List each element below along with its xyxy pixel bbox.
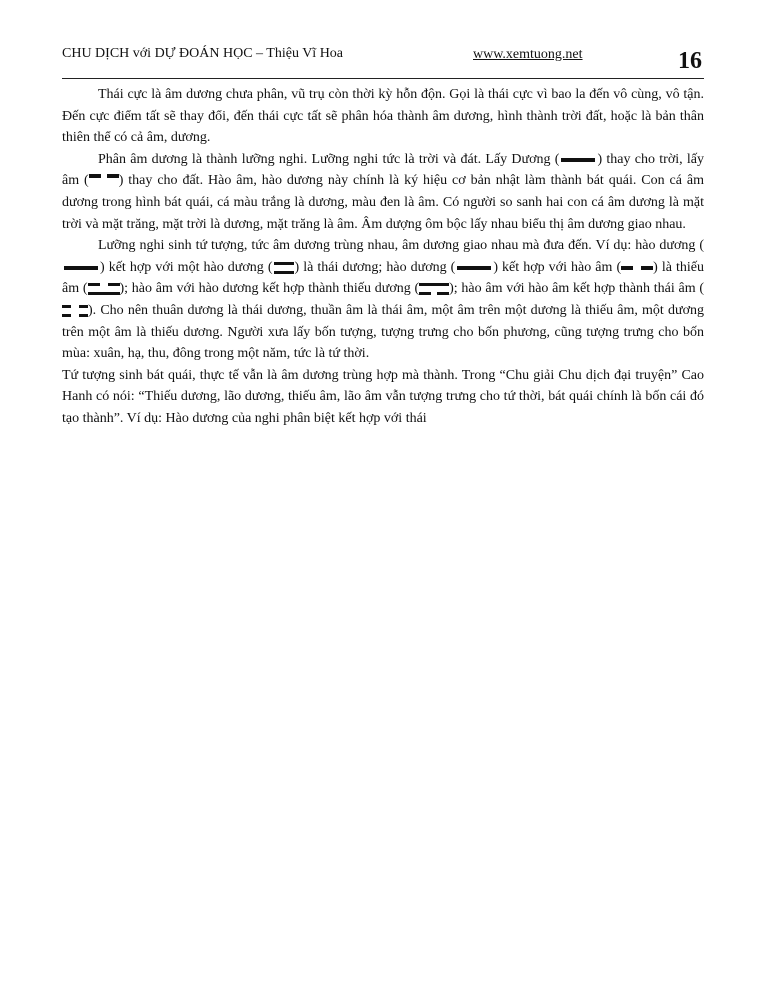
- yin-over-yang-icon: [88, 282, 120, 296]
- yang-line-icon: [455, 262, 493, 274]
- page-number: 16: [678, 48, 702, 74]
- page-body: [62, 84, 704, 430]
- yang-over-yin-icon: [419, 282, 449, 296]
- paragraph-luong-nghi: Phân âm dương là thành lưỡng nghi. Lưỡng nghi tức là trời và đát. Lấy Dương ( ) thay cho trời, lấy âm ( ) thay cho đất. Hào âm, hào dương này chính là ký hiệu cơ bản nhật làm thành bát quái. Con cá âm dương trong hình bát quái, cá màu trắng là dương, màu đen là âm. Có người so sanh hai con cá âm dương là mặt trời và mặt trăng, mặt trời là dương, mặt trăng là âm. Âm dượng ôm bộc lấy nhau biểu thị âm dương giao nhau.: [62, 151, 704, 232]
- double-yin-icon: [62, 304, 88, 318]
- paragraph-tu-tuong: Lưỡng nghi sinh tứ tượng, tức âm dương trùng nhau, âm dương giao nhau mà đưa đến. Ví dụ: hào dương ( ) kết hợp với một hào dương ( ) là thái dương; hào dương ( ) kết hợp với hào âm ( ) là thiếu âm ( ); hào âm với hào dương kết hợp thành thiếu dương ( ); hào âm với hào âm kết hợp thành thái âm ( ). Cho nên thuân dương là thái dương, thuần âm là thái âm, một âm trên một dương là thiếu âm, một dương trên một âm là thiếu dương. Người xưa lấy bốn tượng, tượng trưng cho bốn phương, cũng tượng trưng cho bốn mùa: xuân, hạ, thu, đông trong một năm, tức là tứ thời.: [62, 238, 705, 362]
- paragraph-thai-cuc: Thái cực là âm dương chưa phân, vũ trụ còn thời kỳ hỗn độn. Gọi là thái cực vì bao la đến vô cùng, vô tận. Đến cực điểm tất sẽ thay đổi, đến thái cực tất sẽ phân hóa thành âm dương, hình thành trời đất, hoặc là bản thân thiên thể có cả âm, dương.: [62, 87, 704, 146]
- yin-line-icon: [621, 262, 653, 274]
- book-title: CHU DỊCH với DỰ ĐOÁN HỌC – Thiệu Vĩ Hoa: [62, 46, 344, 61]
- yin-line-icon: [89, 174, 119, 188]
- yang-line-icon: [62, 262, 100, 274]
- paragraph-bat-quai: Tứ tượng sinh bát quái, thực tế vẫn là âm dương trùng hợp mà thành. Trong “Chu giải Chu dịch đại truyện” Cao Hanh có nói: “Thiếu dương, lão dương, thiếu âm, lão âm vẫn tượng trưng cho tứ thời, bát quái chính là bốn cái đó tạo thành”. Ví dụ: Hào dương của nghi phân biệt kết hợp với thái: [62, 367, 704, 426]
- yang-line-icon: [559, 154, 597, 166]
- website-link[interactable]: www.xemtuong.net: [473, 47, 583, 62]
- double-yang-icon: [273, 261, 295, 275]
- page-header: [62, 44, 704, 79]
